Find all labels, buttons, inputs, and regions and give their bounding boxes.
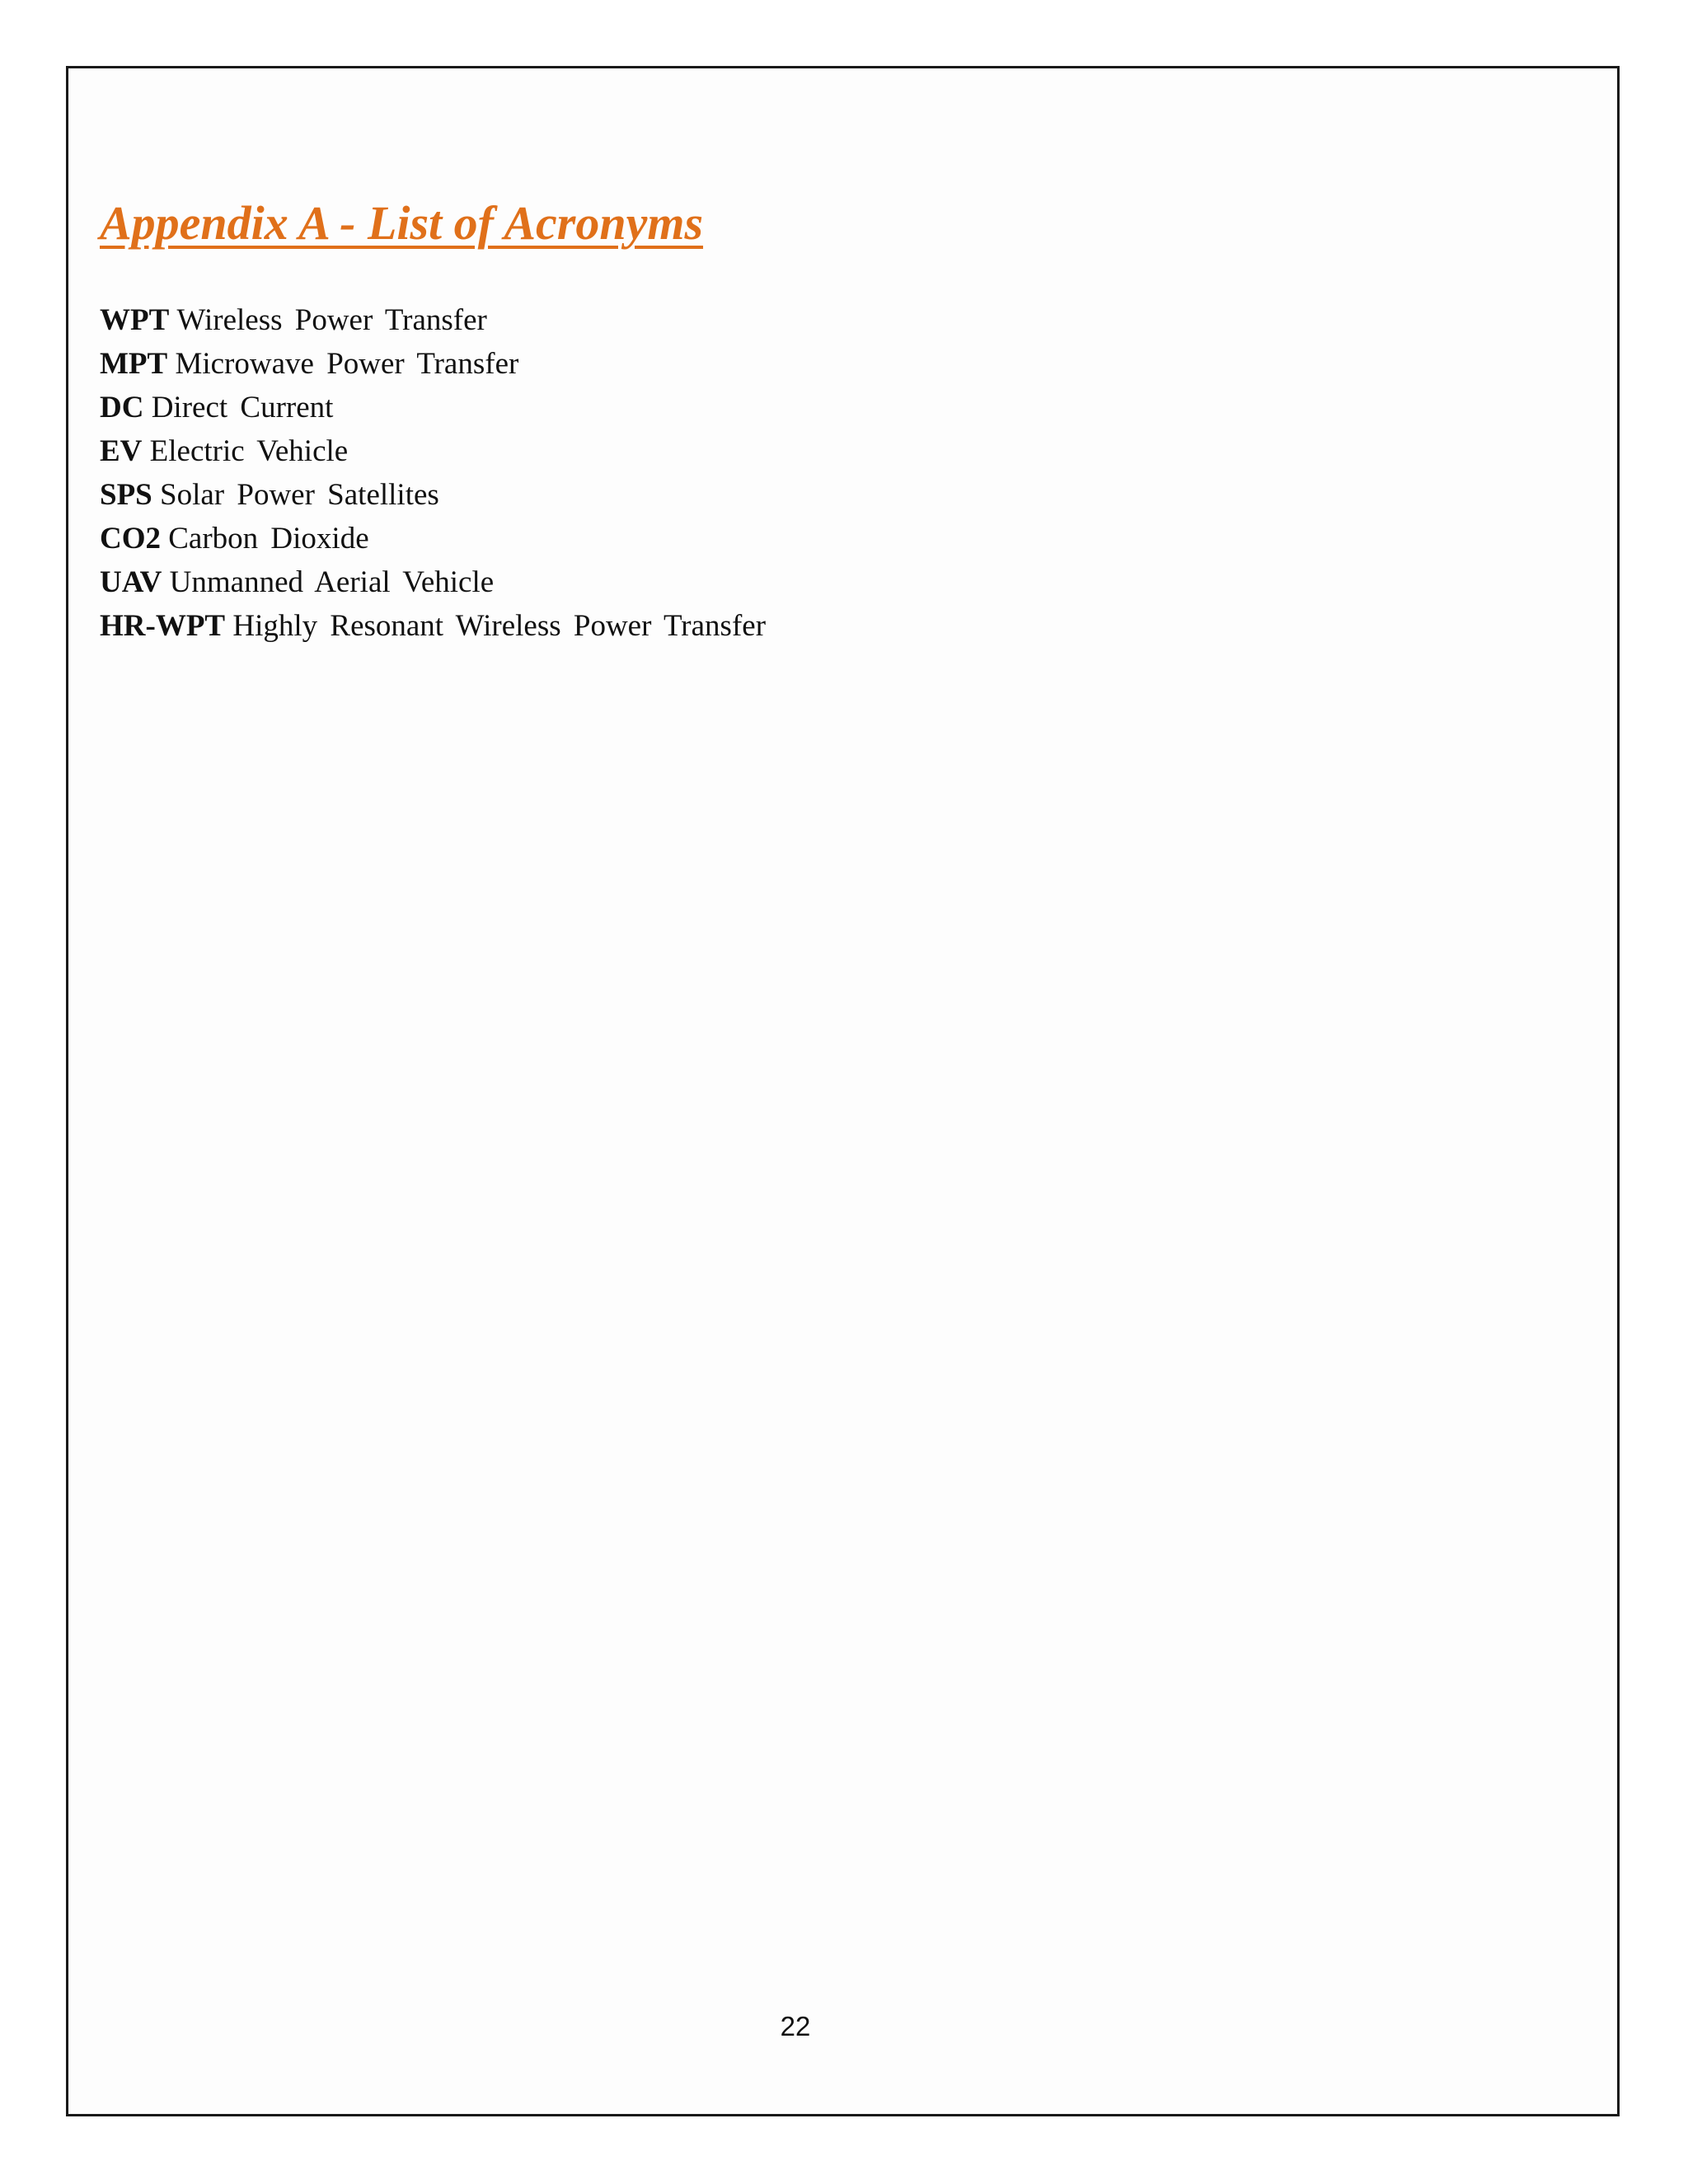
acronym-entry <box>100 517 766 560</box>
acronym-term: WPT <box>100 303 170 337</box>
acronym-definition: Highly Resonant Wireless Power Transfer <box>232 609 767 643</box>
acronym-entry <box>100 429 766 473</box>
acronym-definition: Wireless Power Transfer <box>176 303 487 337</box>
acronym-term: HR-WPT <box>100 609 226 643</box>
acronym-list <box>100 298 766 648</box>
acronym-term: SPS <box>100 478 152 512</box>
acronym-definition: Microwave Power Transfer <box>175 347 519 381</box>
acronym-term: MPT <box>100 347 168 381</box>
acronym-definition: Solar Power Satellites <box>160 478 439 512</box>
acronym-definition: Unmanned Aerial Vehicle <box>169 565 495 599</box>
acronym-entry <box>100 604 766 648</box>
acronym-term: EV <box>100 434 143 468</box>
acronym-entry <box>100 386 766 429</box>
appendix-heading: Appendix A - List of Acronyms <box>100 196 704 250</box>
acronym-entry <box>100 473 766 517</box>
acronym-definition: Carbon Dioxide <box>168 522 369 555</box>
acronym-definition: Electric Vehicle <box>149 434 349 468</box>
acronym-entry <box>100 560 766 604</box>
acronym-entry <box>100 342 766 386</box>
page-number: 22 <box>780 2011 811 2041</box>
acronym-term: DC <box>100 391 144 424</box>
acronym-term: CO2 <box>100 522 161 555</box>
acronym-definition: Direct Current <box>151 391 334 424</box>
acronym-entry <box>100 298 766 342</box>
acronym-term: UAV <box>100 565 162 599</box>
